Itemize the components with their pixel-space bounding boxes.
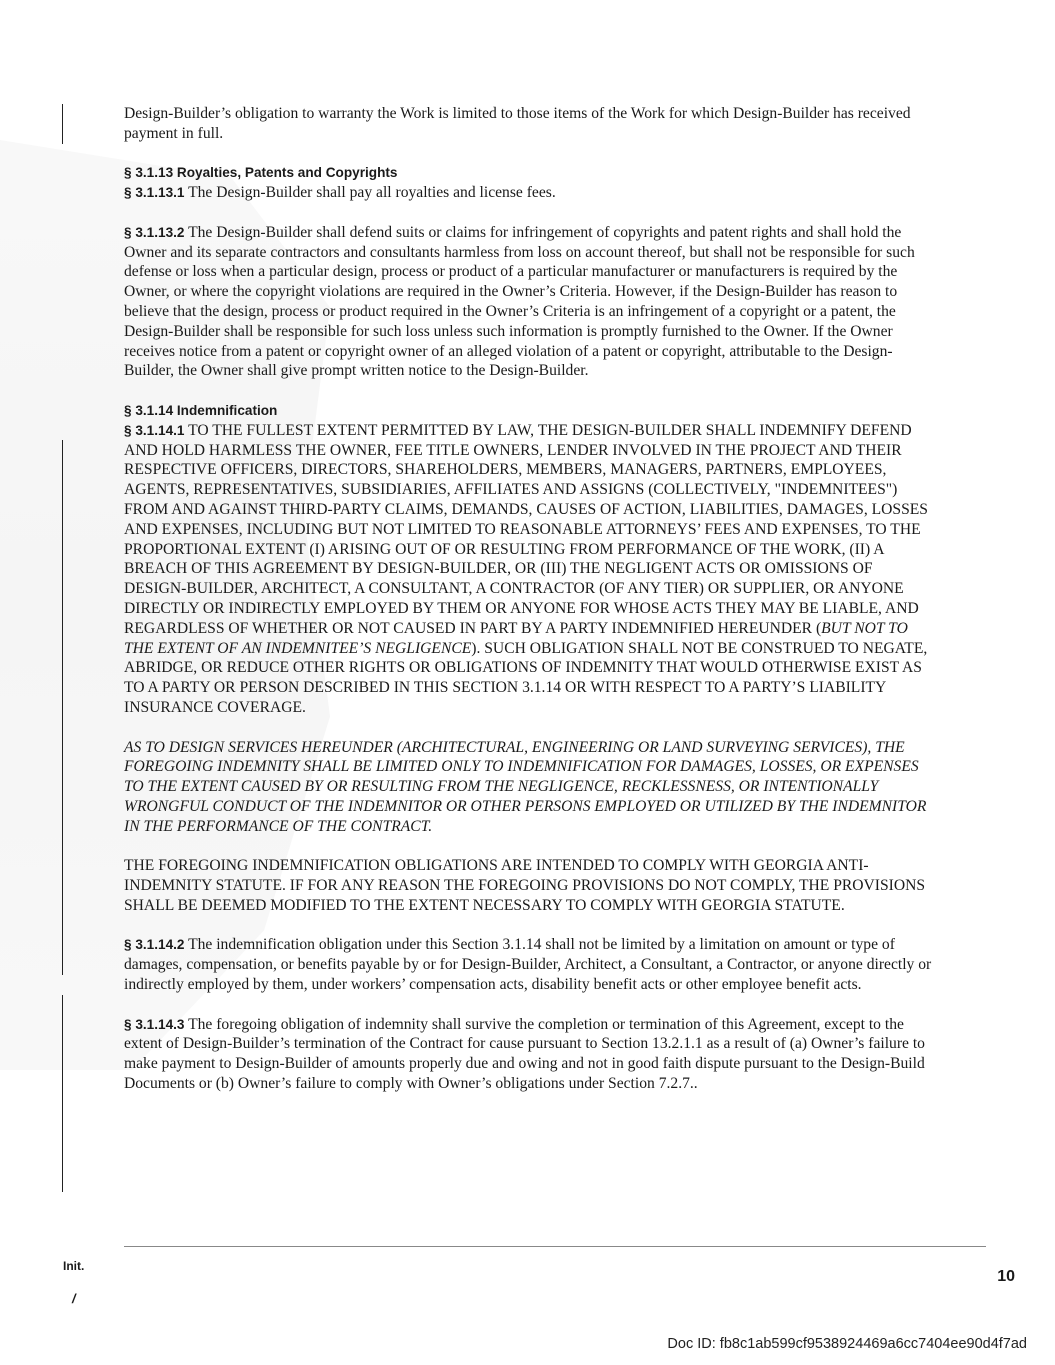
paragraph-text: The Design-Builder shall pay all royalties and license fees. bbox=[184, 184, 556, 202]
intro-paragraph: Design-Builder’s obligation to warranty the Work is limited to those items of the Work for which Design-Builder has received payment in full. bbox=[124, 105, 911, 142]
section-number: § 3.1.13.1 bbox=[124, 185, 185, 201]
design-services-paragraph: AS TO DESIGN SERVICES HEREUNDER (ARCHITECTURAL, ENGINEERING OR LAND SURVEYING SERVICES), THE FOREGOING INDEMNITY SHALL BE LIMITED ONLY TO INDEMNIFICATION FOR DAMAGES, LOSSES, OR EXPENSES TO THE EXTENT CAUSED BY OR RESULTING FROM THE NEGLIGENCE, RECKLESSNESS, OR INTENTIONALLY WRONGFUL CONDUCT OF THE INDEMNITOR OR OTHER PERSONS EMPLOYED OR UTILIZED BY THE INDEMNITOR IN THE PERFORMANCE OF THE CONTRACT. bbox=[124, 738, 927, 835]
section-heading-3-1-14: § 3.1.14 Indemnification bbox=[124, 402, 278, 418]
page-number: 10 bbox=[997, 1268, 1015, 1285]
initials-label: Init. bbox=[63, 1259, 85, 1273]
paragraph-3-1-14-1 bbox=[124, 421, 936, 718]
doc-id: Doc ID: fb8c1ab599cf9538924469a6cc7404ee90d4f7ad bbox=[667, 1336, 1027, 1352]
paragraph-text: The foregoing obligation of indemnity shall survive the completion or termination of this Agreement, except to the extent of Design-Builder’s termination of the Contract for cause pursuant to Section 13.2.1.1 as a result of (a) Owner’s failure to make payment to Design-Builder of amounts properly due and owing and not in good faith dispute pursuant to the Design-Build Documents or (b) Owner’s failure to comply with Owner’s obligations under Section 7.2.7.. bbox=[124, 1015, 925, 1093]
section-number: § 3.1.14.2 bbox=[124, 937, 185, 953]
section-number: § 3.1.14.3 bbox=[124, 1016, 185, 1032]
paragraph-3-1-14-2 bbox=[124, 935, 936, 994]
paragraph-3-1-14-3 bbox=[124, 1015, 936, 1094]
section-number: § 3.1.13.2 bbox=[124, 224, 185, 240]
section-heading-3-1-13: § 3.1.13 Royalties, Patents and Copyrights bbox=[124, 165, 398, 181]
initials-slash: / bbox=[72, 1291, 76, 1306]
paragraph-3-1-13-1 bbox=[124, 183, 936, 203]
section-number: § 3.1.14.1 bbox=[124, 422, 185, 438]
document-body bbox=[124, 104, 936, 1094]
paragraph-italic-text: BUT NOT TO THE EXTENT OF AN INDEMNITEE’S NEGLIGENCE bbox=[124, 619, 908, 657]
paragraph-text: The indemnification obligation under this Section 3.1.14 shall not be limited by a limitation on amount or type of damages, compensation, or benefits payable by or for Design-Builder, Architect, a Consultant, a Contractor, or anyone directly or indirectly employed by them, under workers’ compensation acts, disability benefit acts or other employee benefit acts. bbox=[124, 936, 932, 994]
paragraph-text: ). SUCH OBLIGATION SHALL NOT BE CONSTRUED TO NEGATE, ABRIDGE, OR REDUCE OTHER RIGHTS OR OBLIGATIONS OF INDEMNITY THAT WOULD OTHERWISE EXIST AS TO A PARTY OR PERSON DESCRIBED IN THIS SECTION 3.1.14 OR WITH RESPECT TO A PARTY’S LIABILITY INSURANCE COVERAGE. bbox=[124, 639, 928, 716]
change-bar bbox=[62, 995, 63, 1192]
footer-divider bbox=[124, 1246, 986, 1247]
georgia-statute-paragraph: THE FOREGOING INDEMNIFICATION OBLIGATIONS ARE INTENDED TO COMPLY WITH GEORGIA ANTI-INDEMNITY STATUTE. IF FOR ANY REASON THE FOREGOING PROVISIONS DO NOT COMPLY, THE PROVISIONS SHALL BE DEEMED MODIFIED TO THE EXTENT NECESSARY TO COMPLY WITH GEORGIA STATUTE. bbox=[124, 857, 926, 914]
paragraph-3-1-13-2 bbox=[124, 223, 936, 381]
paragraph-text: The Design-Builder shall defend suits or claims for infringement of copyrights and patent rights and shall hold the Owner and its separate contractors and consultants harmless from loss on account thereof, but shall not be responsible for such defense or loss when a particular design, process or product of a particular manufacturer or manufacturers is required by the Owner, or where the copyright violations are required in the Owner’s Criteria. However, if the Design-Builder has reason to believe that the design, process or product required in the Owner’s Criteria is an infringement of a copyright or a patent, the Design-Builder shall be responsible for such loss unless such information is promptly furnished to the Owner. If the Owner receives notice from a patent or copyright owner of an alleged violation of a patent or copyright, attributable to the Design-Builder, the Owner shall give prompt written notice to the Design-Builder. bbox=[124, 223, 915, 380]
change-bar bbox=[62, 440, 63, 975]
change-bar bbox=[62, 104, 63, 144]
paragraph-text: TO THE FULLEST EXTENT PERMITTED BY LAW, THE DESIGN-BUILDER SHALL INDEMNIFY DEFEND AND HOLD HARMLESS THE OWNER, FEE TITLE OWNERS, LENDER INVOLVED IN THE PROJECT AND THEIR RESPECTIVE OFFICERS, DIRECTORS, SHAREHOLDERS, MEMBERS, MANAGERS, PARTNERS, EMPLOYEES, AGENTS, REPRESENTATIVES, SUBSIDIARIES, AFFILIATES AND ASSIGNS (COLLECTIVELY, "INDEMNITEES") FROM AND AGAINST THIRD-PARTY CLAIMS, DEMANDS, CAUSES OF ACTION, LIABILITIES, DAMAGES, LOSSES AND EXPENSES, INCLUDING BUT NOT LIMITED TO REASONABLE ATTORNEYS’ FEES AND EXPENSES, TO THE PROPORTIONAL EXTENT (I) ARISING OUT OF OR RESULTING FROM PERFORMANCE OF THE WORK, (II) A BREACH OF THIS AGREEMENT BY DESIGN-BUILDER, OR (III) THE NEGLIGENT ACTS OR OMISSIONS OF DESIGN-BUILDER, ARCHITECT, A CONSULTANT, A CONTRACTOR (OF ANY TIER) OR SUPPLIER, OR ANYONE DIRECTLY OR INDIRECTLY EMPLOYED BY THEM OR ANYONE FOR WHOSE ACTS THEY MAY BE LIABLE, AND REGARDLESS OF WHETHER OR NOT CAUSED IN PART BY A PARTY INDEMNIFIED HEREUNDER ( bbox=[124, 421, 928, 637]
